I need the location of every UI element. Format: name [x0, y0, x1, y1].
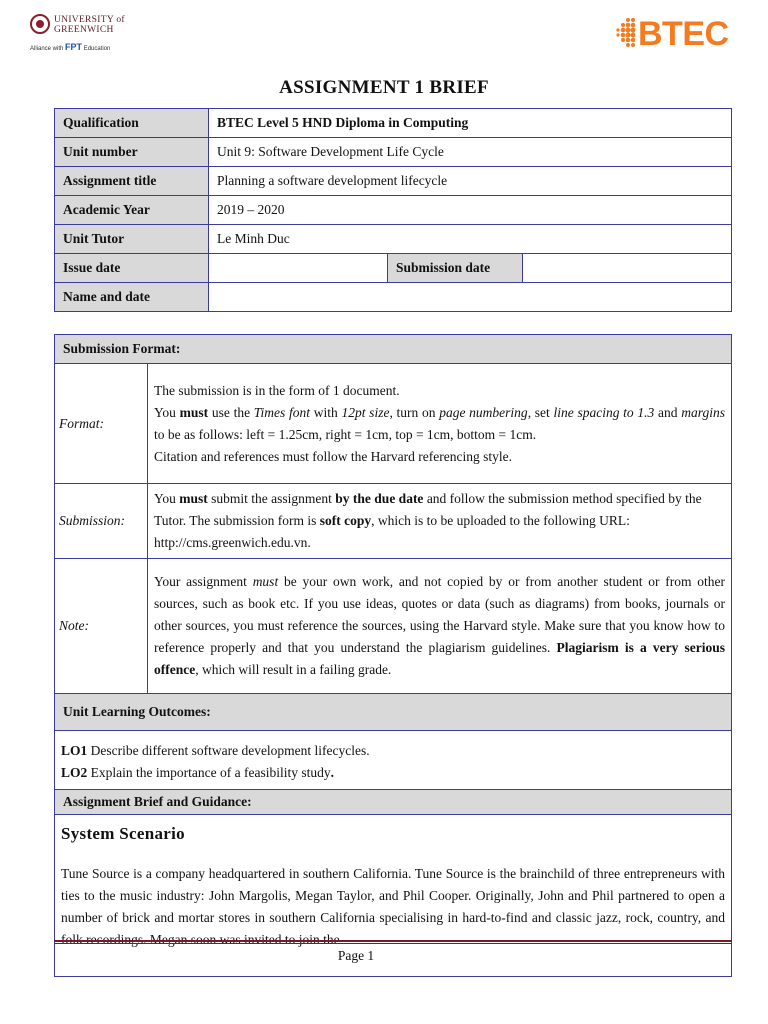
btec-logo	[614, 14, 749, 54]
submission-label: Submission:	[55, 484, 148, 559]
scenario-text: Tune Source is a company headquartered in southern California. Tune Source is the brainchild of three entrepreneurs with ties to the music industry: John Margolis, Megan Taylor, and Phil Cooper. Originally, John and Phil partnered to open a number of brick and mortar stores in southern California specialising in hard-to-find and classic jazz, rock, country, and folk recordings. Megan soon was invited to join the	[61, 866, 725, 947]
name-and-date-label: Name and date	[55, 283, 209, 312]
note-label: Note:	[55, 559, 148, 694]
format-line-3: Citation and references must follow the Harvard referencing style.	[154, 448, 512, 464]
table-row	[55, 694, 732, 731]
emphasis-margins: margins	[681, 404, 725, 420]
lo2-code: LO2	[61, 765, 88, 780]
fpt-text: FPT	[65, 42, 83, 52]
format-label: Format:	[55, 364, 148, 484]
lo2-text: Explain the importance of a feasibility study	[87, 765, 331, 780]
lo1-code: LO1	[61, 743, 88, 758]
table-row	[55, 559, 732, 694]
table-row	[55, 731, 732, 790]
emphasis-times-font: Times font	[253, 404, 311, 420]
name-and-date-value	[209, 283, 732, 312]
qualification-label: Qualification	[55, 109, 209, 138]
emphasis-line-spacing: line spacing to 1.3	[553, 404, 655, 420]
text-run: , which will result in a failing grade.	[195, 662, 392, 677]
text-run: to be as follows: left = 1.25cm, right = 1cm, top = 1cm, bottom = 1cm.	[154, 426, 537, 442]
text-run: Your assignment	[154, 574, 253, 589]
table-row	[55, 364, 732, 484]
unit-tutor-value: Le Minh Duc	[209, 225, 732, 254]
lo1-text: Describe different software development lifecycles.	[87, 743, 370, 758]
alliance-suffix: Education	[83, 46, 111, 52]
assignment-title-label: Assignment title	[55, 167, 209, 196]
text-run: , set	[527, 404, 554, 420]
btec-wordmark: BTEC	[638, 15, 729, 53]
emphasis-due-date: by the due date	[335, 491, 424, 506]
text-run: be your own work, and not copied by or from another student or from other sources, such as book etc. If you use ideas, quotes or data (such as diagrams) from books, journals or other sources, you must reference the sources, using the Harvard style. Make sure that you know how to reference properly and that you understand the plagiarism guidelines.	[154, 574, 726, 655]
university-of-greenwich-logo	[30, 14, 140, 60]
table-row	[55, 167, 732, 196]
learning-outcomes-header: Unit Learning Outcomes:	[55, 694, 732, 731]
text-run: use the	[208, 404, 254, 420]
unit-tutor-label: Unit Tutor	[55, 225, 209, 254]
emphasis-page-numbering: page numbering	[439, 404, 528, 420]
text-run: and	[654, 404, 682, 420]
table-row	[55, 283, 732, 312]
text-run: submit the assignment	[207, 491, 336, 506]
unit-number-value: Unit 9: Software Development Life Cycle	[209, 138, 732, 167]
text-run: , which is to be uploaded to the following URL: http://cms.greenwich.edu.vn.	[154, 513, 630, 550]
alliance-line	[30, 42, 110, 52]
lo2-end: .	[330, 765, 334, 780]
fpt-logo	[65, 42, 82, 52]
assignment-title-value: Planning a software development lifecycle	[209, 167, 732, 196]
assignment-info-table	[54, 108, 732, 312]
submission-format-table	[54, 334, 732, 977]
qualification-value: BTEC Level 5 HND Diploma in Computing	[209, 109, 732, 138]
submission-text	[148, 484, 732, 559]
assignment-brief-header: Assignment Brief and Guidance:	[55, 790, 732, 815]
crest-icon	[30, 14, 50, 34]
scenario-title: System Scenario	[61, 824, 185, 843]
emphasis-must: must	[179, 404, 209, 420]
learning-outcomes-list	[55, 731, 732, 790]
text-run: You	[154, 404, 180, 420]
issue-date-value	[209, 254, 388, 283]
alliance-prefix: Alliance with	[30, 46, 64, 52]
page-number: Page 1	[337, 948, 375, 963]
format-line-1: The submission is in the form of 1 document.	[154, 382, 400, 398]
document-title: ASSIGNMENT 1 BRIEF	[279, 77, 489, 98]
submission-date-label: Submission date	[388, 254, 523, 283]
table-row	[55, 335, 732, 364]
note-text	[148, 559, 732, 694]
table-row	[55, 138, 732, 167]
emphasis-font-size: 12pt size	[341, 404, 390, 420]
table-row	[55, 109, 732, 138]
table-row	[55, 484, 732, 559]
emphasis-must: must	[179, 491, 208, 506]
academic-year-value: 2019 – 2020	[209, 196, 732, 225]
university-name: UNIVERSITY of GREENWICH	[54, 15, 125, 35]
btec-dots-icon	[614, 16, 636, 50]
emphasis-plagiarism: Plagiarism is a very serious offence	[154, 640, 725, 677]
table-row	[55, 790, 732, 815]
emphasis-must: must	[252, 574, 279, 589]
text-run: with	[310, 404, 342, 420]
issue-date-label: Issue date	[55, 254, 209, 283]
emphasis-soft-copy: soft copy	[319, 513, 372, 528]
academic-year-label: Academic Year	[55, 196, 209, 225]
table-row	[55, 254, 732, 283]
unit-number-label: Unit number	[55, 138, 209, 167]
footer-divider	[54, 940, 732, 944]
submission-format-header: Submission Format:	[55, 335, 732, 364]
text-run: and follow the submission method specified by the Tutor. The submission form is	[154, 491, 702, 528]
table-row	[55, 225, 732, 254]
text-run: , turn on	[389, 404, 440, 420]
submission-date-value	[523, 254, 732, 283]
text-run: You	[154, 491, 180, 506]
table-row	[55, 196, 732, 225]
format-text	[148, 364, 732, 484]
